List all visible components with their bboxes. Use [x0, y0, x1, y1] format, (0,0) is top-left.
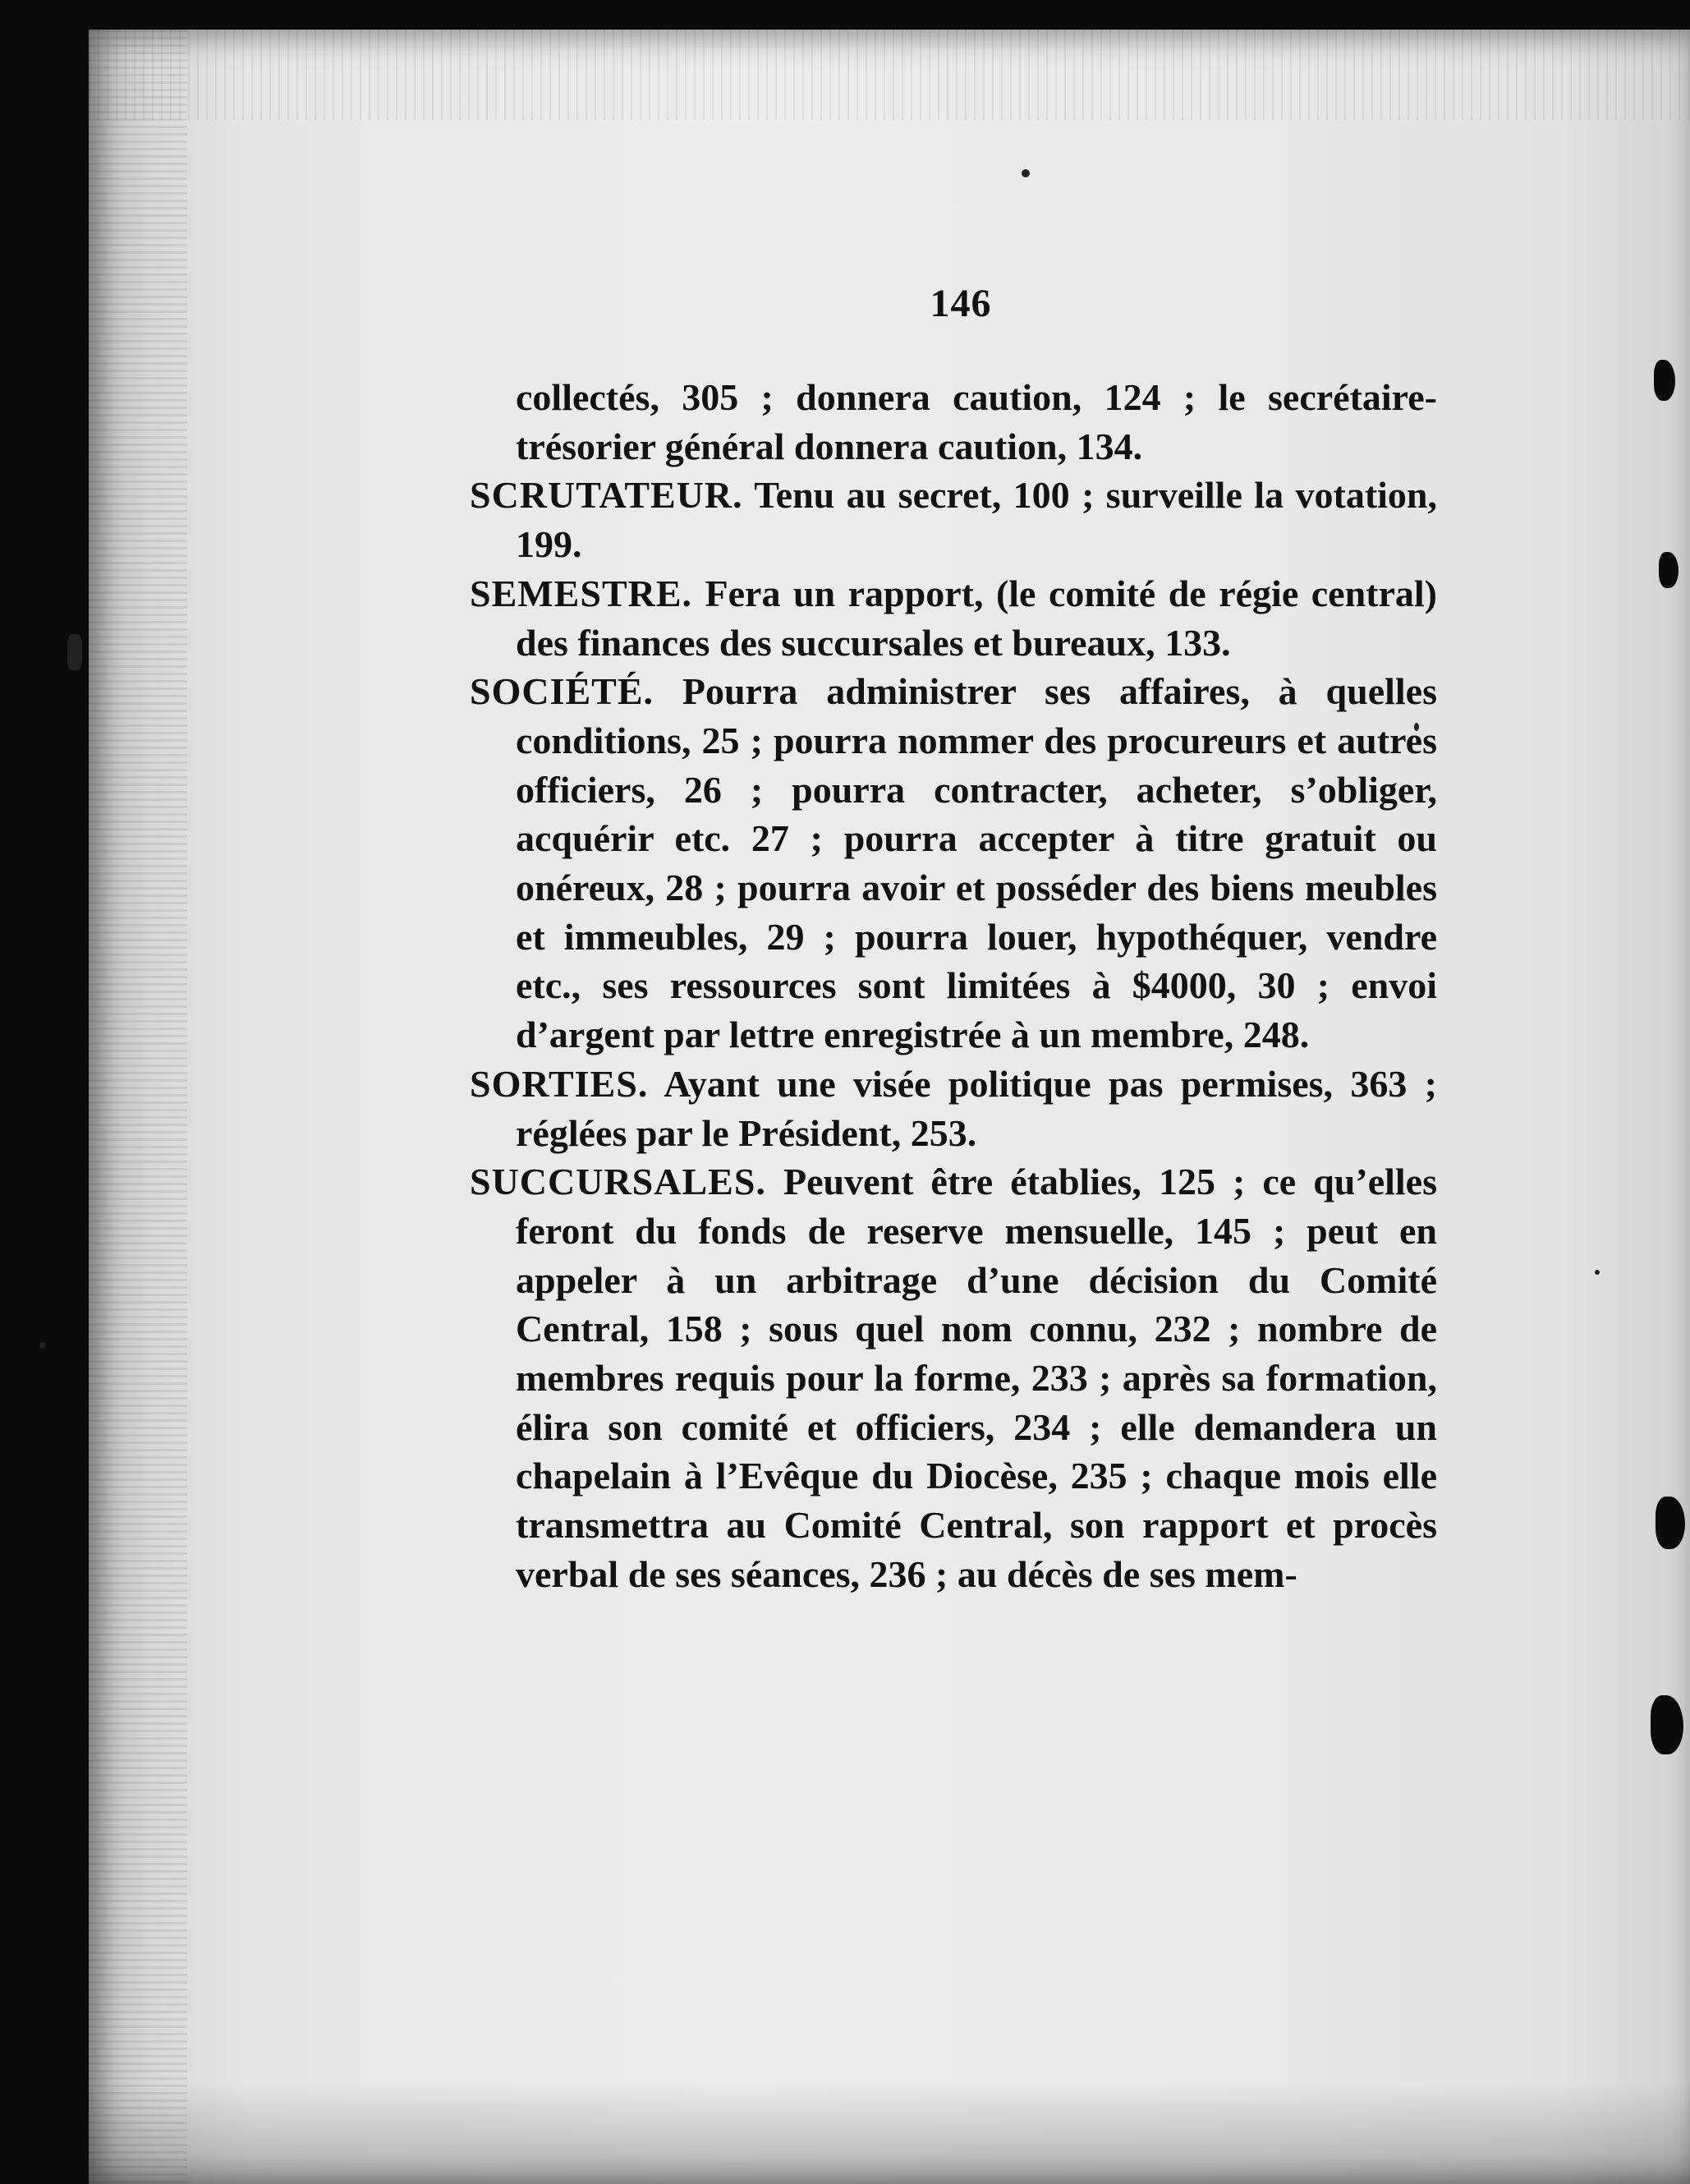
- entry-text: Tenu au secret, 100 ; surveille la votation, 199.: [516, 474, 1437, 566]
- index-entry: [470, 373, 1437, 471]
- ink-blot: [1656, 1497, 1685, 1549]
- ink-blot: [1659, 552, 1679, 588]
- entry-term: SEMESTRE.: [470, 572, 693, 614]
- entry-term: SCRUTATEUR.: [470, 474, 743, 517]
- page-top-edge: [89, 30, 1690, 120]
- index-entry: [470, 471, 1437, 568]
- index-entry: [470, 667, 1437, 1060]
- page-bottom-shadow: [89, 2082, 1690, 2184]
- entry-text: collectés, 305 ; donnera caution, 124 ; le secrétaire-trésorier général donnera caution, 134.: [516, 376, 1437, 467]
- entry-term: SUCCURSALES.: [470, 1161, 766, 1203]
- scan-speck: [39, 1342, 46, 1349]
- entry-term: SOCIÉTÉ.: [470, 670, 654, 713]
- index-entry: [470, 569, 1437, 667]
- ink-blot: [1651, 1695, 1683, 1754]
- entry-text: Ayant une visée politique pas permises, 363 ; réglées par le Président, 253.: [516, 1062, 1437, 1154]
- index-text: [470, 373, 1437, 1599]
- page-binding-edge: [89, 30, 187, 2184]
- entry-text: Pourra administrer ses affaires, à quelles conditions, 25 ; pourra nommer des procureurs et autres officiers, 26 ; pourra contracter, acheter, s’obliger, acquérir etc. 27 ; pourra accepter à titre gratuit ou onéreux, 28 ; pourra avoir et posséder des biens meubles et immeubles, 29 ; pourra louer, hypothéquer, vendre etc., ses ressources sont limitées à $4000, 30 ; envoi d’argent par lettre enregistrée à un membre, 248.: [516, 670, 1437, 1056]
- page-number: 146: [930, 282, 992, 325]
- ink-blot: [1654, 360, 1675, 401]
- entry-text: Peuvent être établies, 125 ; ce qu’elles feront du fonds de reserve mensuelle, 145 ; peut en appeler à un arbitrage d’une décision du Comité Central, 158 ; sous quel nom connu, 232 ; nombre de membres requis pour la forme, 233 ; après sa formation, élira son comité et officiers, 234 ; elle demandera un chapelain à l’Evêque du Diocèse, 235 ; chaque mois elle transmettra au Comité Central, son rapport et procès verbal de ses séances, 236 ; au décès de ses mem-: [516, 1161, 1437, 1595]
- entry-text: Fera un rapport, (le comité de régie central) des finances des succursales et bureaux, 133.: [516, 572, 1437, 664]
- scan-speck: [1595, 1270, 1600, 1275]
- scan-speck: [67, 634, 82, 670]
- entry-term: SORTIES.: [470, 1062, 649, 1105]
- scan-speck: [1022, 169, 1030, 177]
- index-entry: [470, 1060, 1437, 1157]
- index-entry: [470, 1157, 1437, 1598]
